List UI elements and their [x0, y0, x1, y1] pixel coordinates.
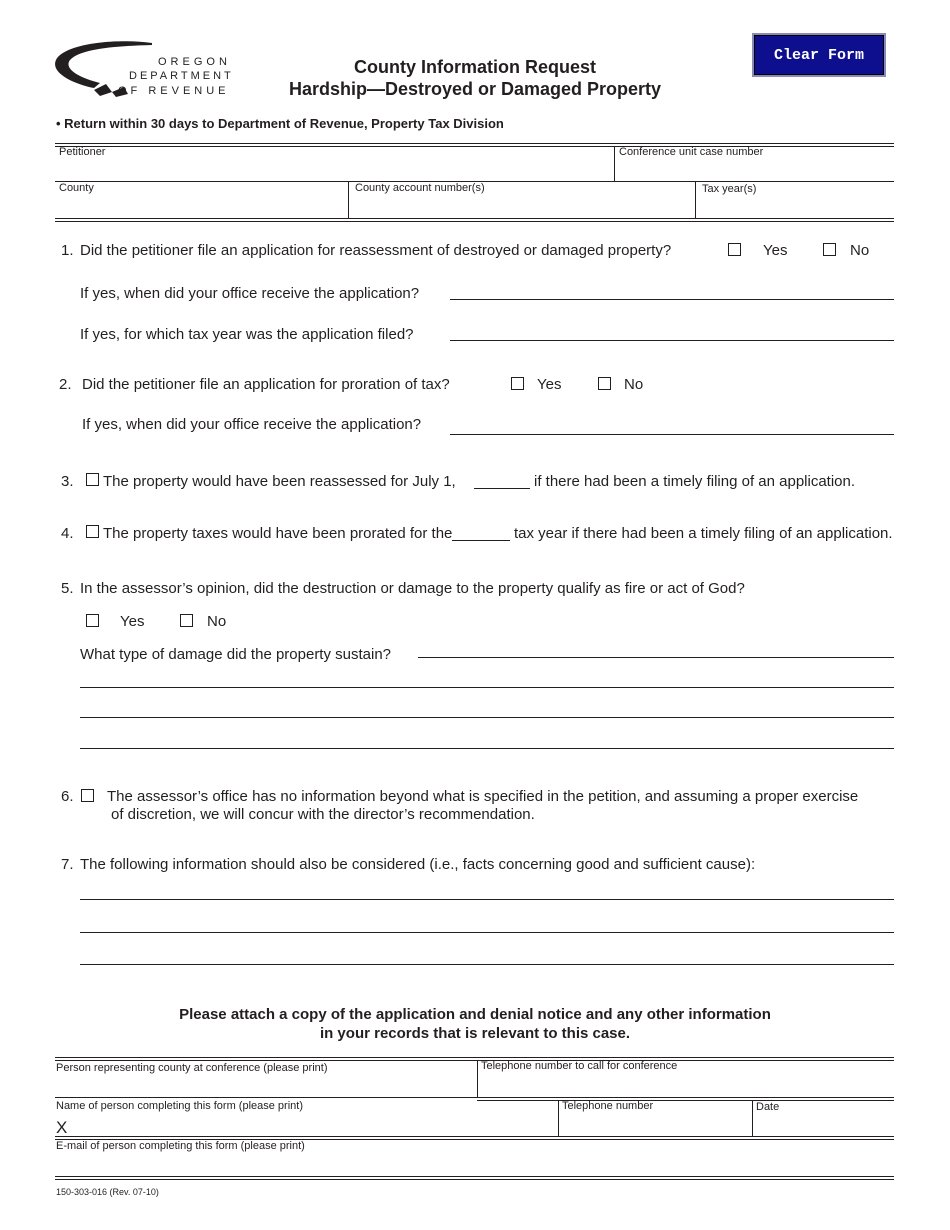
q1-no-label: No	[850, 242, 870, 259]
attach-notice-line2: in your records that is relevant to this case.	[319, 1025, 631, 1042]
representative-field[interactable]	[58, 1077, 476, 1097]
q6-checkbox[interactable]	[81, 789, 94, 802]
q4-tax-year-field[interactable]	[453, 523, 513, 541]
tax-years-label: Tax year(s)	[702, 183, 757, 195]
signature-x-mark: X	[56, 1118, 68, 1137]
attach-notice-line1: Please attach a copy of the application and denial notice and any other information	[179, 1006, 771, 1023]
q5-damage-field[interactable]	[420, 640, 896, 658]
q5-damage-label: What type of damage did the property sustain?	[80, 646, 392, 663]
q6-text-line1: The assessor’s office has no information beyond what is specified in the petition, and assuming a proper exercise	[107, 788, 859, 805]
q7-number: 7.	[61, 856, 74, 873]
q2-yes-label: Yes	[537, 376, 562, 393]
case-number-field[interactable]	[619, 161, 893, 181]
q7-text: The following information should also be considered (i.e., facts concerning good and sufficient cause):	[80, 856, 756, 873]
q5-no-checkbox[interactable]	[180, 614, 193, 627]
date-field[interactable]	[757, 1117, 894, 1137]
account-numbers-label: County account number(s)	[355, 182, 485, 194]
q5-yes-label: Yes	[120, 613, 145, 630]
conference-phone-label: Telephone number to call for conference	[481, 1060, 678, 1072]
q2-no-checkbox[interactable]	[598, 377, 611, 390]
petitioner-field[interactable]	[59, 161, 613, 181]
q1-no-checkbox[interactable]	[823, 243, 836, 256]
q1-yes-label: Yes	[763, 242, 788, 259]
petitioner-label: Petitioner	[59, 146, 106, 158]
completer-name-field[interactable]	[72, 1117, 556, 1137]
q4-text-before: The property taxes would have been prorated for the	[103, 525, 453, 542]
phone-label: Telephone number	[562, 1100, 654, 1112]
q3-checkbox[interactable]	[86, 473, 99, 486]
county-field[interactable]	[59, 198, 347, 218]
q6-text-line2: of discretion, we will concur with the director’s recommendation.	[111, 806, 535, 823]
q1-text: Did the petitioner file an application for reassessment of destroyed or damaged property?	[80, 242, 672, 259]
q1-received-date-field[interactable]	[452, 281, 896, 300]
q2-yes-checkbox[interactable]	[511, 377, 524, 390]
logo-line-oregon: OREGON	[158, 56, 231, 68]
q1-yes-checkbox[interactable]	[728, 243, 741, 256]
form-number: 150-303-016 (Rev. 07-10)	[56, 1187, 159, 1197]
q5-yes-checkbox[interactable]	[86, 614, 99, 627]
q1-tax-year-label: If yes, for which tax year was the application filed?	[80, 326, 414, 343]
q2-text: Did the petitioner file an application for proration of tax?	[82, 376, 450, 393]
q7-information-field[interactable]	[82, 876, 896, 966]
return-instruction: • Return within 30 days to Department of Revenue, Property Tax Division	[56, 116, 504, 131]
email-label: E-mail of person completing this form (please print)	[56, 1140, 305, 1152]
q3-year-field[interactable]	[475, 471, 533, 489]
tax-years-field[interactable]	[702, 198, 894, 218]
date-label: Date	[756, 1101, 780, 1113]
q2-received-date-field[interactable]	[452, 416, 896, 435]
q3-text-before: The property would have been reassessed for July 1,	[103, 473, 456, 490]
q1-number: 1.	[61, 242, 74, 259]
form-subtitle: Hardship—Destroyed or Damaged Property	[288, 79, 662, 99]
q4-text-after: tax year if there had been a timely filing of an application.	[514, 525, 893, 542]
q6-number: 6.	[61, 788, 74, 805]
q5-damage-details-field[interactable]	[82, 662, 896, 750]
clear-form-button[interactable]: Clear Form	[752, 33, 886, 77]
phone-field[interactable]	[563, 1117, 752, 1137]
q5-text: In the assessor’s opinion, did the destruction or damage to the property qualify as fire or act of God?	[80, 580, 745, 597]
logo-line-department: DEPARTMENT	[129, 70, 234, 82]
case-number-label: Conference unit case number	[619, 146, 764, 158]
form-title: County Information Request	[354, 57, 596, 77]
q1-received-label: If yes, when did your office receive the application?	[80, 285, 420, 302]
email-field[interactable]	[58, 1156, 892, 1176]
q3-number: 3.	[61, 473, 74, 490]
completer-name-label: Name of person completing this form (please print)	[56, 1100, 303, 1112]
q2-number: 2.	[59, 376, 72, 393]
q3-text-after: if there had been a timely filing of an application.	[534, 473, 856, 490]
account-numbers-field[interactable]	[355, 198, 694, 218]
conference-phone-field[interactable]	[482, 1077, 894, 1097]
q2-no-label: No	[624, 376, 644, 393]
county-label: County	[59, 182, 94, 194]
representative-label: Person representing county at conference (please print)	[56, 1062, 328, 1074]
q4-number: 4.	[61, 525, 74, 542]
q5-no-label: No	[207, 613, 227, 630]
logo-line-revenue: OF REVENUE	[118, 85, 230, 97]
q2-received-label: If yes, when did your office receive the application?	[82, 416, 422, 433]
q5-number: 5.	[61, 580, 74, 597]
q1-tax-year-field[interactable]	[452, 322, 896, 341]
q4-checkbox[interactable]	[86, 525, 99, 538]
